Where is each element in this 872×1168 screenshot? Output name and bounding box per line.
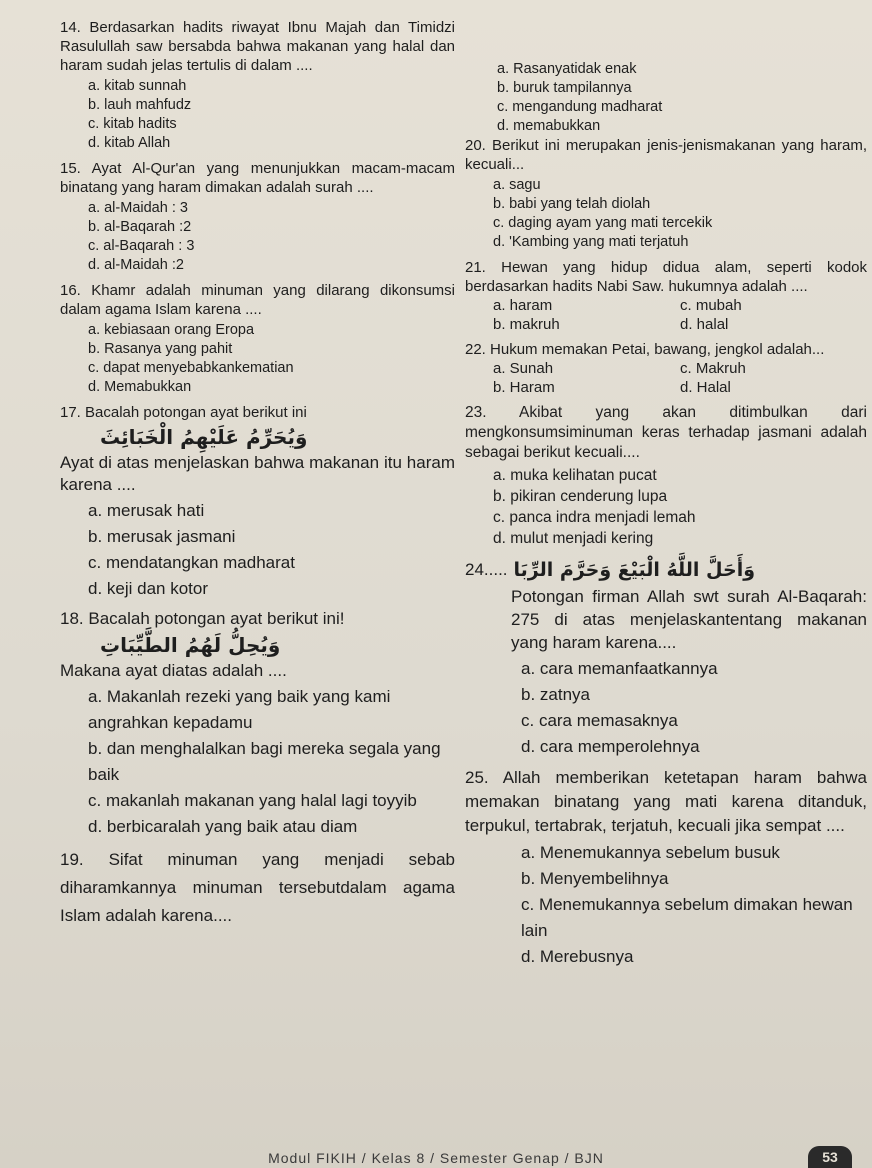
prev-question-options <box>465 60 867 136</box>
options-list <box>465 176 867 252</box>
option-c: c. dapat menyebabkankematian <box>88 360 294 376</box>
question-stem: 17. Bacalah potongan ayat berikut ini <box>60 404 307 421</box>
page-footer: Modul FIKIH / Kelas 8 / Semester Genap / BJN <box>268 1150 604 1166</box>
option-d: d. Memabukkan <box>88 379 192 395</box>
option-a: a. Makanlah rezeki yang baik yang kami angrahkan kepadamu <box>88 687 391 732</box>
question-stem: 15. Ayat Al-Qur'an yang menunjukkan macam-macam binatang yang haram dimakan adalah surah .... <box>60 160 455 196</box>
option-b: b. babi yang telah diolah <box>493 196 651 212</box>
option-d: d. keji dan kotor <box>88 579 209 598</box>
question-stem: 21. Hewan yang hidup didua alam, seperti kodok berdasarkan hadits Nabi Saw. hukumnya adalah .... <box>465 259 867 295</box>
question-21 <box>465 258 867 334</box>
option-c: c. daging ayam yang mati tercekik <box>493 215 713 231</box>
option-d: d. halal <box>680 316 729 333</box>
option-a: a. haram <box>493 297 553 314</box>
option-c: c. Menemukannya sebelum dimakan hewan lain <box>521 895 853 940</box>
question-17 <box>60 403 455 602</box>
arabic-verse: وَأَحَلَّ اللَّهُ الْبَيْعَ وَحَرَّمَ الرِّبَا <box>513 559 756 581</box>
question-stem: 23. Akibat yang akan ditimbulkan dari mengkonsumsiminuman keras terhadap jasmani adalah sebagai berikut kecuali.... <box>465 404 867 461</box>
arabic-verse: وَيُحِلُّ لَهُمُ الطَّيِّبَاتِ <box>100 633 281 657</box>
option-b: b. makruh <box>493 316 560 333</box>
question-stem: 18. Bacalah potongan ayat berikut ini! <box>60 609 345 628</box>
options-list <box>60 199 455 275</box>
option-c: c. mengandung madharat <box>497 99 663 115</box>
option-d: d. al-Maidah :2 <box>88 257 184 273</box>
option-a: a. kebiasaan orang Eropa <box>88 322 255 338</box>
question-stem: 22. Hukum memakan Petai, bawang, jengkol adalah... <box>465 341 825 358</box>
option-d: d. mulut menjadi kering <box>493 530 654 547</box>
option-a: a. muka kelihatan pucat <box>493 467 657 484</box>
option-c: c. al-Baqarah : 3 <box>88 238 195 254</box>
question-25 <box>465 766 867 970</box>
question-stem: Potongan firman Allah swt surah Al-Baqarah: 275 di atas menjelaskantentang makanan yang haram karena.... <box>511 587 867 652</box>
option-b: b. merusak jasmani <box>88 527 236 546</box>
options-list <box>465 656 867 760</box>
question-14 <box>60 18 455 153</box>
option-c: c. kitab hadits <box>88 116 177 132</box>
right-column <box>465 58 867 976</box>
question-stem: 19. Sifat minuman yang menjadi sebab diharamkannya minuman tersebutdalam agama Islam adalah karena.... <box>60 850 455 925</box>
question-24 <box>465 555 867 760</box>
options-list <box>60 321 455 397</box>
option-c: c. cara memasaknya <box>521 711 678 730</box>
question-stem: 20. Berikut ini merupakan jenis-jenismakanan yang haram, kecuali... <box>465 137 867 173</box>
question-16 <box>60 281 455 397</box>
option-a: a. al-Maidah : 3 <box>88 200 188 216</box>
left-column <box>60 18 455 936</box>
option-c: c. mubah <box>680 297 742 314</box>
option-a: a. kitab sunnah <box>88 78 187 94</box>
options-grid <box>465 296 867 334</box>
option-a: a. cara memanfaatkannya <box>521 659 718 678</box>
question-stem: 25. Allah memberikan ketetapan haram bahwa memakan binatang yang mati karena ditanduk, terpukul, tertabrak, terjatuh, kecuali jika sempat .... <box>465 768 867 835</box>
options-list <box>60 684 455 840</box>
question-23 <box>465 403 867 549</box>
option-b: b. zatnya <box>521 685 590 704</box>
question-22 <box>465 340 867 397</box>
question-18 <box>60 608 455 840</box>
options-list <box>465 465 867 549</box>
option-d: d. memabukkan <box>497 118 601 134</box>
question-number: 24..... <box>465 560 508 579</box>
question-stem: 16. Khamr adalah minuman yang dilarang dikonsumsi dalam agama Islam karena .... <box>60 282 455 318</box>
question-followup: Makana ayat diatas adalah .... <box>60 661 287 680</box>
option-c: c. mendatangkan madharat <box>88 553 295 572</box>
option-d: d. 'Kambing yang mati terjatuh <box>493 234 689 250</box>
options-list <box>60 77 455 153</box>
option-d: d. berbicaralah yang baik atau diam <box>88 817 358 836</box>
option-c: c. makanlah makanan yang halal lagi toyyib <box>88 791 417 810</box>
option-b: b. Menyembelihnya <box>521 869 669 888</box>
options-grid <box>465 359 867 397</box>
question-followup: Ayat di atas menjelaskan bahwa makanan itu haram karena .... <box>60 453 455 494</box>
option-d: d. cara memperolehnya <box>521 737 700 756</box>
question-20 <box>465 136 867 252</box>
option-b: b. lauh mahfudz <box>88 97 192 113</box>
option-a: a. sagu <box>493 177 541 193</box>
option-b: b. buruk tampilannya <box>497 80 632 96</box>
question-stem: 14. Berdasarkan hadits riwayat Ibnu Majah dan Timidzi Rasulullah saw bersabda bahwa makanan yang halal dan haram sudah jelas tertulis di dalam .... <box>60 19 455 74</box>
option-d: d. kitab Allah <box>88 135 171 151</box>
option-a: a. Menemukannya sebelum busuk <box>521 843 780 862</box>
question-15 <box>60 159 455 275</box>
option-b: b. al-Baqarah :2 <box>88 219 192 235</box>
option-a: a. Sunah <box>493 360 554 377</box>
options-list <box>465 840 867 970</box>
option-a: a. merusak hati <box>88 501 205 520</box>
question-19 <box>60 846 455 930</box>
option-c: c. panca indra menjadi lemah <box>493 509 696 526</box>
arabic-verse: وَيُحَرِّمُ عَلَيْهِمُ الْخَبَائِثَ <box>100 425 308 449</box>
option-b: b. Haram <box>493 379 555 396</box>
option-a: a. Rasanyatidak enak <box>497 61 637 77</box>
option-b: b. pikiran cenderung lupa <box>493 488 668 505</box>
options-list <box>60 498 455 602</box>
page-number: 53 <box>808 1146 852 1168</box>
option-b: b. Rasanya yang pahit <box>88 341 233 357</box>
option-d: d. Halal <box>680 379 731 396</box>
option-d: d. Merebusnya <box>521 947 634 966</box>
option-b: b. dan menghalalkan bagi mereka segala yang baik <box>88 739 441 784</box>
option-c: c. Makruh <box>680 360 746 377</box>
